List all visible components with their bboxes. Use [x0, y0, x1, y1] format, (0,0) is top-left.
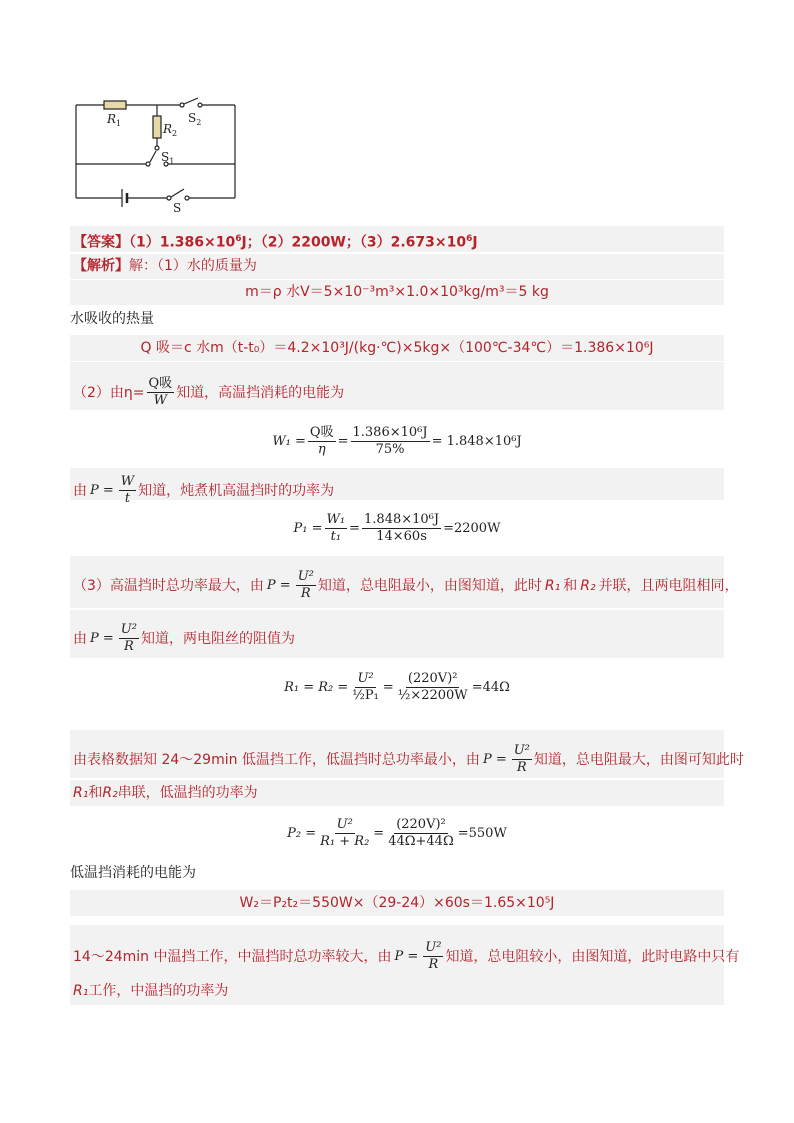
mass-equation: m＝ρ 水V＝5×10⁻³m³×1.0×10³kg/m³＝5 kg [245, 284, 549, 300]
label-r2: $R_2$ [163, 122, 178, 138]
w2-equation: W₂＝P₂t₂＝550W×（29-24）×60s＝1.65×10⁵J [239, 895, 555, 911]
label-s2: $S_2$ [188, 111, 202, 127]
w1-formula: W₁ = $\frac{\text{Q吸}}{\eta}$ = $\frac{\text{1.386×10⁶J}}{75\%}$ = 1.848×10⁶J [272, 424, 522, 457]
part3-line: （3）高温挡时总功率最大，由 P = $\frac{\text{U²}}{R}$ 知道，总电阻最小，由图知道，此时 R₁ 和 R₂ 并联，且两电阻相同， [73, 569, 739, 601]
heat-label: 水吸收的热量 [70, 311, 154, 327]
label-s: S [173, 201, 182, 215]
analysis-prefix: 【解析】 [73, 258, 129, 274]
part2-line: （2）由η= $\frac{\text{Q吸}}{W}$ 知道，高温挡消耗的电能为 [73, 376, 345, 408]
label-r1: $R_1$ [107, 112, 122, 128]
mid-gear-line-2: R₁工作，中温挡的功率为 [73, 983, 229, 999]
p1-formula: P₁ = $\frac{\text{W₁}}{\text{t₁}}$ = $\frac{\text{1.848×10⁶J}}{14\times 60s}$ =2200W [293, 511, 501, 544]
low-gear-line-2: R₁和R₂串联，低温挡的功率为 [73, 785, 258, 801]
circuit-diagram [60, 88, 250, 218]
p2-formula: P₂ = $\frac{\text{U²}}{\text{R₁ + R₂}}$ = $\frac{\text{(220V)²}}{44\Omega+44\Omega}$ =550W [287, 816, 507, 849]
r-formula: R₁ = R₂ = $\frac{\text{U²}}{\text{½P₁}}$ = $\frac{\text{(220V)²}}{\text{½×2200W}}$ =44Ω [284, 670, 510, 703]
analysis-intro: 【解析】解：（1）水的质量为 [73, 258, 257, 274]
w2-label: 低温挡消耗的电能为 [70, 865, 196, 881]
answer-line: 【答案】$(1)1.386\times 10^6J$；（2）2200W；$(3)2.673\times 10^6J$ [73, 234, 478, 251]
mid-gear-line: 14～24min 中温挡工作，中温挡时总功率较大，由 P = $\frac{\text{U²}}{R}$ 知道，总电阻较小，由图知道，此时电路中只有 [73, 940, 740, 972]
heat-equation: Q 吸＝c 水m（t-t₀）＝4.2×10³J/(kg·℃)×5kg×（100℃-34℃）＝1.386×10⁶J [140, 340, 654, 356]
low-gear-line: 由表格数据知 24～29min 低温挡工作，低温挡时总功率最小，由 P = $\frac{\text{U²}}{R}$ 知道，总电阻最大，由图可知此时 [73, 743, 744, 775]
power-line: 由 P = $\frac{W}{t}$ 知道，炖煮机高温挡时的功率为 [73, 474, 335, 506]
answer-prefix: 【答案】 [73, 234, 129, 251]
label-s1: $S_1$ [161, 150, 175, 166]
resistance-line: 由 P = $\frac{\text{U²}}{R}$ 知道，两电阻丝的阻值为 [73, 622, 295, 654]
